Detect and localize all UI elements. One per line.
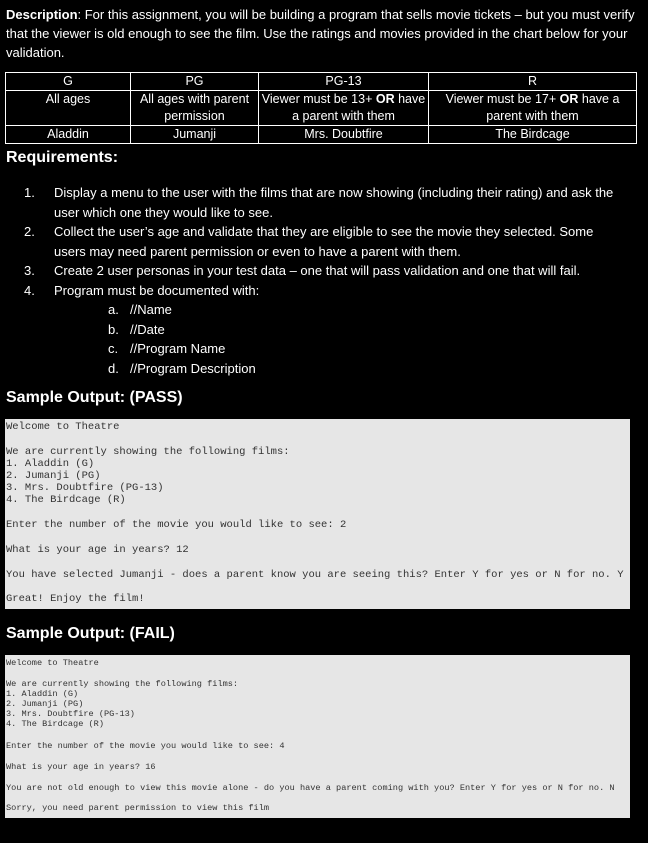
console-line: Enter the number of the movie you would like to see: 2 bbox=[6, 519, 347, 531]
requirements-heading: Requirements: bbox=[6, 149, 119, 166]
requirement-item: 1. Display a menu to the user with the films that are now showing (including their rating) and ask the user which one they would like to see. bbox=[24, 185, 614, 220]
requirements-list bbox=[24, 183, 624, 378]
console-line: Welcome to Theatre bbox=[6, 421, 120, 433]
rule-pg: All ages with parent permission bbox=[131, 91, 259, 126]
console-line: What is your age in years? 12 bbox=[6, 544, 189, 556]
sub-item: b. //Date bbox=[108, 321, 165, 337]
console-line: 2. Jumanji (PG) bbox=[6, 470, 101, 482]
console-line: We are currently showing the following films: bbox=[6, 446, 290, 458]
movie-r: The Birdcage bbox=[429, 126, 637, 144]
console-line: 3. Mrs. Doubtfire (PG-13) bbox=[6, 482, 164, 494]
ratings-header-row bbox=[6, 73, 637, 91]
rating-header-g: G bbox=[6, 73, 131, 91]
ratings-movie-row bbox=[6, 126, 637, 144]
requirement-item: 4. Program must be documented with: a. //Name b. //Date c. //Program Name d. //Program Description bbox=[24, 281, 624, 379]
console-line: 1. Aladdin (G) bbox=[6, 458, 95, 470]
console-line: Enter the number of the movie you would like to see: 4 bbox=[6, 741, 285, 751]
rule-g: All ages bbox=[6, 91, 131, 126]
console-line: Sorry, you need parent permission to view this film bbox=[6, 803, 270, 813]
requirement-item: 2. Collect the user’s age and validate that they are eligible to see the movie they selected. Some users may need parent permission or even to have a parent with them. bbox=[24, 224, 594, 259]
sample-fail-console bbox=[5, 655, 630, 818]
ratings-table bbox=[5, 72, 637, 144]
sub-item: d. //Program Description bbox=[108, 360, 256, 376]
console-line: What is your age in years? 16 bbox=[6, 762, 156, 772]
documentation-sublist bbox=[54, 300, 624, 378]
movie-pg13: Mrs. Doubtfire bbox=[259, 126, 429, 144]
rating-header-pg: PG bbox=[131, 73, 259, 91]
sample-pass-heading: Sample Output: (PASS) bbox=[6, 389, 183, 406]
console-line: You have selected Jumanji - does a parent know you are seeing this? Enter Y for yes or N for no. Y bbox=[6, 569, 624, 581]
rating-header-r: R bbox=[429, 73, 637, 91]
rating-header-pg13: PG-13 bbox=[259, 73, 429, 91]
movie-g: Aladdin bbox=[6, 126, 131, 144]
console-line: You are not old enough to view this movie alone - do you have a parent coming with you? Enter Y for yes or N for no. N bbox=[6, 783, 615, 793]
description-paragraph bbox=[6, 5, 636, 62]
console-line: Welcome to Theatre bbox=[6, 658, 99, 668]
console-line: 4. The Birdcage (R) bbox=[6, 494, 126, 506]
console-line: 3. Mrs. Doubtfire (PG-13) bbox=[6, 709, 135, 719]
sub-item: a. //Name bbox=[108, 302, 172, 317]
sample-pass-console bbox=[5, 419, 630, 609]
ratings-rule-row bbox=[6, 91, 637, 126]
movie-pg: Jumanji bbox=[131, 126, 259, 144]
rule-r: Viewer must be 17+ OR have a parent with them bbox=[429, 91, 637, 126]
console-line: 4. The Birdcage (R) bbox=[6, 719, 104, 729]
description-label: Description bbox=[6, 7, 78, 22]
sample-fail-heading: Sample Output: (FAIL) bbox=[6, 625, 175, 642]
description-text: : For this assignment, you will be building a program that sells movie tickets – but you must verify that the viewer is old enough to see the film. Use the ratings and movies provided in the chart below for your validation. bbox=[6, 7, 635, 60]
requirement-item: 3. Create 2 user personas in your test data – one that will pass validation and one that will fail. bbox=[24, 263, 581, 278]
console-line: We are currently showing the following films: bbox=[6, 679, 239, 689]
console-line: 1. Aladdin (G) bbox=[6, 689, 79, 699]
sub-item: c. //Program Name bbox=[108, 341, 226, 356]
rule-pg13: Viewer must be 13+ OR have a parent with them bbox=[259, 91, 429, 126]
console-line: 2. Jumanji (PG) bbox=[6, 699, 84, 709]
console-line: Great! Enjoy the film! bbox=[6, 593, 145, 605]
